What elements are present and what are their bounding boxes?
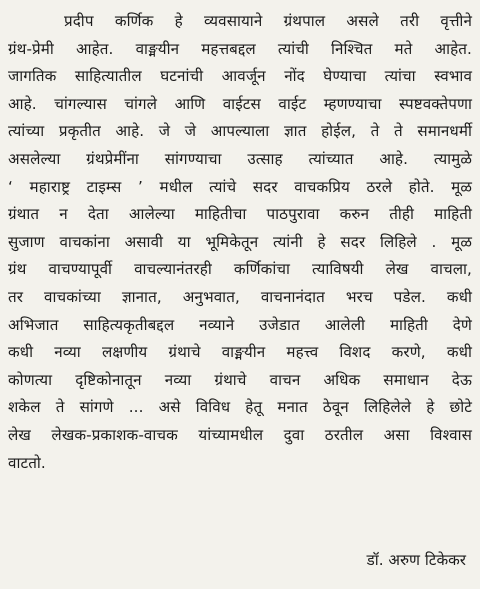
text-line: ग्रंथ-प्रेमी आहेत. वाङ्मयीन महत्तबद्दल त्यांची निश्चित मते आहेत. bbox=[8, 39, 472, 58]
text-line: कधी नव्या लक्षणीय ग्रंथाचे वाङ्मयीन महत्त्व विशद करणे, कधी bbox=[8, 343, 472, 362]
text-line: कोणत्या दृष्टिकोनातून नव्या ग्रंथाचे वाचन अधिक समाधान देऊ bbox=[8, 370, 472, 389]
text-line: ग्रंथात न देता आलेल्या माहितीचा पाठपुरावा करुन तीही माहिती bbox=[8, 205, 472, 224]
text-line: त्यांच्या प्रकृतीत आहे. जे जे आपल्याला ज्ञात होईल, ते ते समानधर्मी bbox=[8, 122, 472, 141]
text-line: शकेल ते सांगणे ... असे विविध हेतू मनात ठेवून लिहिलेले हे छोटे bbox=[8, 398, 472, 417]
author-signature: डॉ. अरुण टिकेकर bbox=[366, 551, 466, 569]
text-line: ‘ महाराष्ट्र टाइम्स ’ मधील त्यांचे सदर वाचकप्रिय ठरले होते. मूळ bbox=[8, 177, 472, 196]
text-line: वाटतो. bbox=[8, 453, 46, 472]
text-line: जागतिक साहित्यातील घटनांची आवर्जून नोंद घेण्याचा त्यांचा स्वभाव bbox=[8, 67, 472, 86]
text-line: आहे. चांगल्यास चांगले आणि वाईटस वाईट म्हणण्याचा स्पष्टवक्तेपणा bbox=[8, 94, 472, 113]
text-line: प्रदीप कर्णिक हे व्यवसायाने ग्रंथपाल असले तरी वृत्तीने bbox=[64, 12, 472, 30]
text-line: अभिजात साहित्यकृतीबद्दल नव्याने उजेडात आलेली माहिती देणे bbox=[8, 315, 472, 334]
text-line: ग्रंथ वाचण्यापूर्वी वाचल्यानंतरही कर्णिकांचा त्याविषयी लेख वाचला, bbox=[8, 260, 472, 279]
text-line: सुजाण वाचकांना असावी या भूमिकेतून त्यांनी हे सदर लिहिले . मूळ bbox=[8, 232, 472, 251]
text-line: तर वाचकांच्या ज्ञानात, अनुभवात, वाचनानंदात भरच पडेल. कधी bbox=[8, 287, 472, 306]
text-line: असलेल्या ग्रंथप्रेमींना सांगण्याचा उत्साह त्यांच्यात आहे. त्यामुळे bbox=[8, 149, 472, 168]
text-line: लेख लेखक-प्रकाशक-वाचक यांच्यामधील दुवा ठरतील असा विश्वास bbox=[8, 425, 472, 444]
body-paragraph bbox=[8, 8, 472, 477]
